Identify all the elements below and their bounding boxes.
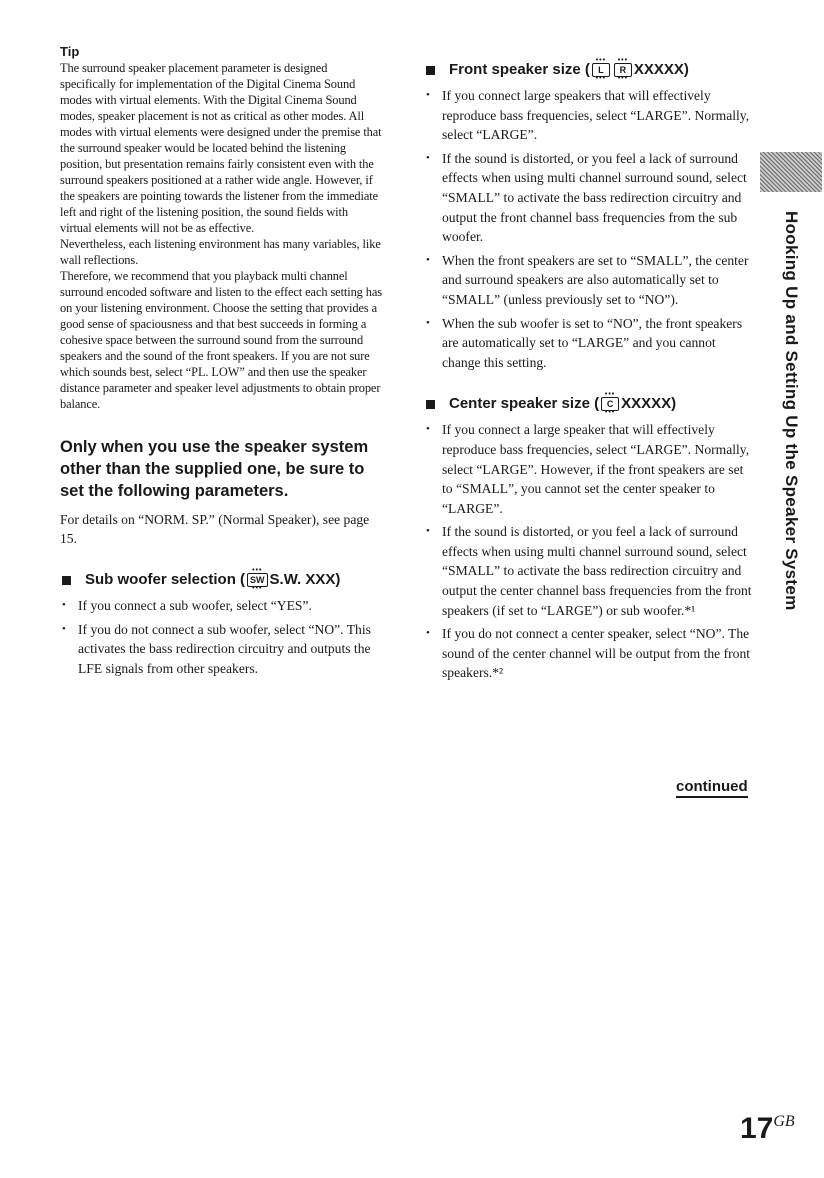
sub-woofer-list [60,596,382,678]
page-number [740,1112,795,1146]
continued-label: continued [676,778,748,798]
center-speaker-icon: ••• C ••• [601,397,619,411]
tip-paragraph: The surround speaker placement parameter is designed specifically for implementation of the Digital Cinema Sound modes with virtual elements. With the Digital Cinema Sound modes, speaker placement is not as critical as other modes. All modes with virtual elements were designed under the premise that the surround speaker would be located behind the listening position, but presentation remains fairly consistent even with the surround speakers positioned at a rather wide angle. However, if the speakers are pointing towards the listener from the immediate left and right of the listening position, the sound fields with virtual elements will not be as effective. [60,61,382,235]
list-item: • If you do not connect a sub woofer, select “NO”. This activates the bass redirection circuitry and outputs the LFE signals from other speakers. [60,620,382,679]
list-item: • If you connect large speakers that will effectively reproduce bass frequencies, select “LARGE”. Normally, select “LARGE”. [424,86,754,145]
heading-suffix: S.W. XXX) [269,571,341,588]
side-section-title [760,196,822,626]
heading-suffix: XXXXX) [621,395,677,413]
center-speaker-list [424,420,754,683]
heading-prefix: Center speaker size ( [449,395,600,413]
front-speaker-heading [424,60,754,80]
list-item: • If you do not connect a center speaker, select “NO”. The sound of the center channel will be output from the front speakers.*² [424,624,754,683]
page-suffix: GB [773,1113,795,1130]
square-bullet-icon [426,400,435,409]
list-item: • If you connect a large speaker that will effectively reproduce bass frequencies, select “LARGE”. Normally, select “LARGE”. However, if the front speakers are set to “SMALL”, you cannot set the center speaker to “LARGE”. [424,420,754,518]
tip-heading: Tip [60,44,80,59]
notice-heading: Only when you use the speaker system other than the supplied one, be sure to set the following parameters. [60,438,369,500]
heading-prefix: Sub woofer selection ( [85,571,246,588]
center-speaker-heading [424,394,754,414]
list-item: • If the sound is distorted, or you feel a lack of surround effects when using multi channel surround sound, select “SMALL” to activate the bass redirection circuitry and output the center channel bass frequencies from the front speakers (if set to “LARGE”) or sub woofer.*¹ [424,522,754,620]
list-item: • When the sub woofer is set to “NO”, the front speakers are automatically set to “LARGE” and you cannot change this setting. [424,314,754,373]
list-item: • If you connect a sub woofer, select “YES”. [60,596,382,616]
heading-prefix: Front speaker size ( [449,61,590,78]
sub-woofer-speaker-icon: ••• SW ••• [247,573,268,587]
side-title-text: Hooking Up and Setting Up the Speaker System [782,211,801,611]
square-bullet-icon [426,66,435,75]
heading-suffix: XXXXX) [633,61,689,78]
list-item: • When the front speakers are set to “SMALL”, the center and surround speakers are also automatically set to “SMALL” (unless previously set to “NO”). [424,251,754,310]
list-item: • If the sound is distorted, or you feel a lack of surround effects when using multi channel surround sound, select “SMALL” to activate the bass redirection circuitry and output the front channel bass frequencies from the sub woofer. [424,149,754,247]
square-bullet-icon [62,576,71,585]
front-right-speaker-icon: ••• R ••• [614,63,632,77]
page-number-value: 17 [740,1112,774,1145]
tip-paragraph: Therefore, we recommend that you playback multi channel surround encoded software and listen to the effect each setting has on your listening environment. Choose the setting that provides a good sense of spaciousness and that best succeeds in forming a cohesive space between the surround sound from the surround speakers and the sound of the front speakers. If you are not sure which sounds best, select “PL. LOW” and then use the speaker distance parameter and speaker level adjustments to obtain proper balance. [60,269,382,411]
left-column [60,44,382,700]
sub-woofer-heading [60,570,382,590]
tip-paragraph: Nevertheless, each listening environment has many variables, like wall reflections. [60,237,381,267]
section-tab-marker [760,152,822,192]
front-left-speaker-icon: ••• L ••• [592,63,610,77]
right-column [424,44,754,705]
notice-body: For details on “NORM. SP.” (Normal Speaker), see page 15. [60,512,370,546]
front-speaker-list [424,86,754,372]
